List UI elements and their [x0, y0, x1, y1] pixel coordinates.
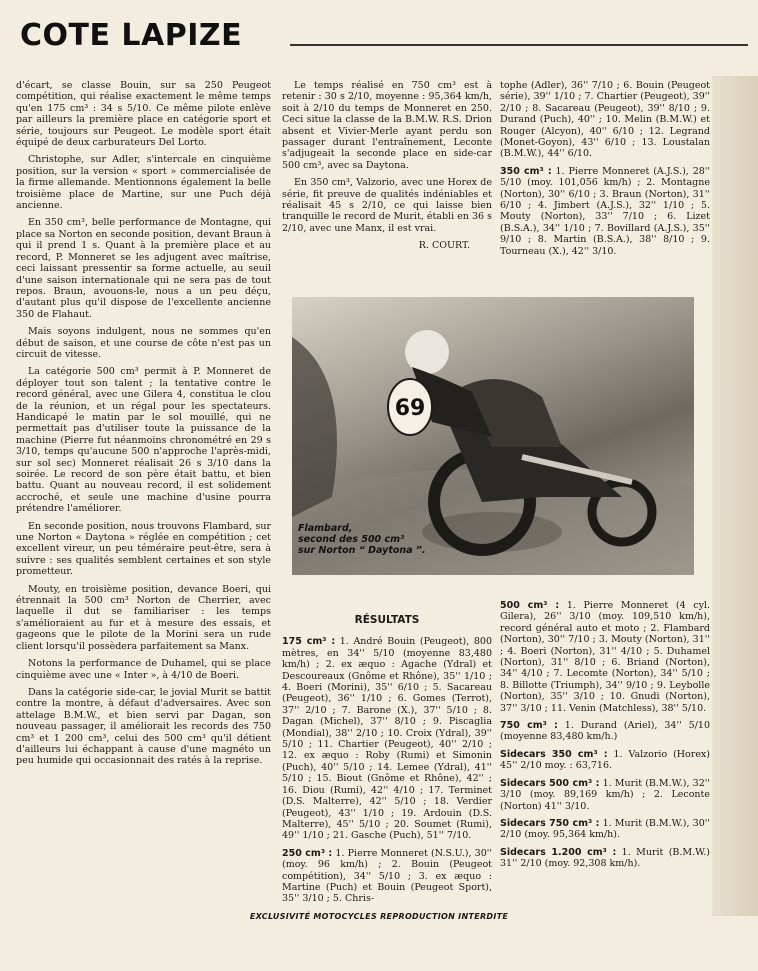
result-text: 1. Pierre Monneret (4 cyl. Gilera), 26'' 3/10 (moy. 109,510 km/h), record général auto et moto ; 2. Flambard (Norton), 30'' 7/10 ; 3. Mouty (Norton), 31'' ; 4. Boeri (Norton), 31'' 4/10 ; 5. Duhamel (Norton), 31'' 8/10 ; 6. Briand (Norton), 34'' 4/10 ; 7. Lecomte (Norton), 34'' 5/10 ; 8. Billotte (Triumph), 34'' 9/10 ; 9. Leybolle (Norton), 35'' 3/10 ; 10. Gnudi (Norton), 37'' 3/10 ; 11. Venin (Matchless), 38'' 5/10.	[500, 600, 710, 714]
paragraph: En 350 cm³, Valzorio, avec une Horex de série, fit preuve de qualités indéniables et réalisait 45 s 2/10, ce qui laisse bien tranquille le record de Murit, établi en 36 s 2/10, avec une Manx, il est vrai.	[282, 177, 492, 234]
result-text: 1. Durand (Ariel), 34'' 5/10 (moyenne 83,480 km/h.)	[500, 720, 710, 743]
results-250	[282, 848, 492, 905]
results-column-right	[500, 600, 710, 876]
caption-line: sur Norton “ Daytona ”.	[298, 545, 426, 556]
paragraph: Le temps réalisé en 750 cm³ est à retenir : 30 s 2/10, moyenne : 95,364 km/h, soit à 2/10 du temps de Monneret en 250. Ceci situe la classe de la B.M.W. R.S. Drion absent et Vivier-Merle ayant perdu son passager durant l'entraînement, Leconte s'adjugeait la seconde place en side-car 500 cm³, avec sa Daytona.	[282, 80, 492, 171]
result-label: 350 cm³ :	[500, 165, 552, 177]
paragraph: Dans la catégorie side-car, le jovial Murit se battit contre la montre, à défaut d'adversaires. Avec son attelage B.M.W., et bien servi par Dagan, son nouveau passager, il améliorait les records des 750 cm³ et 1 200 cm³, celui des 500 cm³ qu'il détient d'ailleurs lui échappant à cause d'une magnéto un peu humide qui occasionnait des ratés à la reprise.	[16, 686, 271, 767]
paragraph: La catégorie 500 cm³ permit à P. Monneret de déployer tout son talent ; la tentative contre le record général, avec une Gilera 4, constitua le clou de la réunion, et un régal pour les spectateurs. Handicapé le matin par le sol mouillé, qui ne permettait pas d'utiliser toute la puissance de la machine (Pierre fut néanmoins chronométré en 29 s 3/10, temps qu'aucune 500 n'approche l'après-midi, sur sol sec) Monneret réalisait 26 s 3/10 dans la soirée. Le record de son père était battu, et bien battu. Quant au nouveau record, il est solidement accroché, et seule une machine d'usine pourra prétendre l'améliorer.	[16, 366, 271, 515]
title-rule	[290, 44, 748, 46]
result-label: 750 cm³ :	[500, 720, 558, 732]
results-sidecar-500	[500, 778, 710, 812]
page-footer: EXCLUSIVITÉ MOTOCYCLES REPRODUCTION INTERDITE	[249, 912, 509, 921]
caption-line: Flambard,	[298, 523, 353, 534]
results-500	[500, 600, 710, 714]
paragraph: En seconde position, nous trouvons Flambard, sur une Norton « Daytona » réglée en compétition ; cet excellent vireur, un peu téméraire peut-être, sera à suivre : ses qualités semblent certaines et son style prometteur.	[16, 520, 271, 578]
results-sidecar-350	[500, 749, 710, 772]
result-label: Sidecars 750 cm³ :	[500, 817, 600, 829]
paragraph: En 350 cm³, belle performance de Montagne, qui place sa Norton en seconde position, devant Braun à qui il prend 1 s. Quant à la première place et au record, P. Monneret se les adjugent avec maîtrise, ceci laissant pressentir sa forme actuelle, au seuil d'une saison internationale qui ne sera pas de tout repos. Braun, avouons-le, nous a un peu déçu, d'autant plus qu'il dispose de l'excellente ancienne 350 de Flahaut.	[16, 217, 271, 320]
page-edge-shadow	[712, 76, 758, 916]
page-title: COTE LAPIZE	[20, 18, 243, 53]
result-label: Sidecars 500 cm³ :	[500, 777, 600, 789]
result-text: 1. Murit (B.M.W.), 30'' 2/10 (moy. 95,364 km/h).	[500, 817, 710, 841]
results-175	[282, 636, 492, 841]
caption-line: second des 500 cm³	[298, 534, 405, 545]
results-sidecar-750	[500, 818, 710, 841]
result-text: 1. Pierre Monneret (A.J.S.), 28'' 5/10 (moy. 101,056 km/h) ; 2. Montagne (Norton), 30'' 6/10 ; 3. Braun (Norton), 31'' 6/10 ; 4. Jimbert (A.J.S.), 32'' 1/10 ; 5. Mouty (Norton), 33'' 7/10 ; 6. Lizet (B.S.A.), 34'' 1/10 ; 7. Bovillard (A.J.S.), 35'' 9/10 ; 8. Martin (B.S.A.), 38'' 8/10 ; 9. Tourneau (X.), 42'' 3/10.	[500, 165, 710, 257]
author-signature: R. COURT.	[418, 240, 470, 252]
article-column-1	[16, 80, 271, 773]
paragraph: Mouty, en troisième position, devance Boeri, qui étrennait la 500 cm³ Norton de Cherrier, avec laquelle il dut se familiariser : les temps s'amélioraient au fur et à mesure des essais, et gageons que le pilote de la Morini sera un rude client lorsqu'il possèdera parfaitement sa Manx.	[16, 583, 271, 652]
results-250-continued: tophe (Adler), 36'' 7/10 ; 6. Bouin (Peugeot série), 39'' 1/10 ; 7. Chartier (Peugeot), 39'' 2/10 ; 8. Sacareau (Peugeot), 39'' 8/10 ; 9. Durand (Puch), 40'' ; 10. Melin (B.M.W.) et Rouger (Alcyon), 40'' 6/10 ; 12. Legrand (Monet-Goyon), 43'' 6/10 ; 13. Loustalan (B.M.W.), 44'' 6/10.	[500, 80, 710, 160]
paragraph: Mais soyons indulgent, nous ne sommes qu'en début de saison, et une course de côte n'est pas un circuit de vitesse.	[16, 326, 271, 360]
result-text: 1. André Bouin (Peugeot), 800 mètres, en 34'' 5/10 (moyenne 83,480 km/h) ; 2. ex æquo : Agache (Ydral) et Descoureaux (Gnôme et Rhône), 35'' 1/10 ; 4. Boeri (Morini), 35'' 6/10 ; 5. Sacareau (Peugeot), 36'' 1/10 ; 6. Gomes (Terrot), 37'' 2/10 ; 7. Barone (X.), 37'' 5/10 ; 8. Dagan (Michel), 37'' 8/10 ; 9. Piscaglia (Mondial), 38'' 2/10 ; 10. Croix (Ydral), 39'' 5/10 ; 11. Chartier (Peugeot), 40'' 2/10 ; 12. ex æquo : Roby (Rumi) et Simonin (Puch), 40'' 5/10 ; 14. Lemee (Ydral), 41'' 5/10 ; 15. Biout (Gnôme et Rhône), 42'' ; 16. Diou (Rumi), 42'' 4/10 ; 17. Terminet (D.S. Malterre), 42'' 5/10 ; 18. Verdier (Peugeot), 43'' 1/10 ; 19. Ardouin (D.S. Malterre), 45'' 5/10 ; 20. Soumet (Rumi), 49'' 1/10 ; 21. Gasche (Puch), 51'' 7/10.	[282, 636, 493, 842]
result-label: 175 cm³ :	[282, 636, 336, 648]
article-column-2	[282, 80, 492, 258]
result-text: 1. Murit (B.M.W.) 31'' 2/10 (moy. 92,308 km/h).	[500, 846, 711, 870]
results-750	[500, 720, 710, 743]
paragraph: d'écart, se classe Bouin, sur sa 250 Peugeot compétition, qui réalise exactement le même temps qu'en 175 cm³ : 34 s 5/10. Ce même pilote enlève par ailleurs la première place en catégorie sport et série, toujours sur Peugeot. Le modèle sport était équipé de deux carburateurs Del Lorto.	[16, 80, 271, 149]
result-label: Sidecars 350 cm³ :	[500, 748, 608, 760]
result-text: 1. Pierre Monneret (N.S.U.), 30'' (moy. 96 km/h) ; 2. Bouin (Peugeot compétition), 34'' 5/10 ; 3. ex æquo : Martine (Puch) et Bouin (Peugeot Sport), 35'' 3/10 ; 5. Chris-	[282, 847, 492, 905]
photo-caption	[298, 523, 426, 556]
results-sidecar-1200	[500, 847, 710, 870]
plate-number: 69	[394, 396, 426, 421]
paragraph: Christophe, sur Adler, s'intercale en cinquième position, sur la version « sport » commercialisée de la firme allemande. Mentionnons également la belle troisième place de Martine, sur une Puch déjà ancienne.	[16, 154, 271, 212]
paragraph: Notons la performance de Duhamel, qui se place cinquième avec une « Inter », à 4/10 de Boeri.	[16, 658, 271, 681]
race-photo	[292, 297, 694, 575]
result-label: 250 cm³ :	[282, 847, 333, 859]
results-column-top	[500, 80, 710, 263]
results-column-left	[282, 615, 492, 911]
result-text: 1. Valzorio (Horex) 45'' 2/10 moy. : 63,716.	[500, 748, 711, 772]
results-heading: RÉSULTATS	[354, 614, 420, 626]
result-label: 500 cm³ :	[500, 600, 560, 611]
results-350	[500, 166, 710, 257]
result-label: Sidecars 1.200 cm³ :	[500, 846, 617, 858]
result-text: 1. Murit (B.M.W.), 32'' 3/10 (moy. 89,169 km/h) ; 2. Leconte (Norton) 41'' 3/10.	[500, 777, 710, 812]
